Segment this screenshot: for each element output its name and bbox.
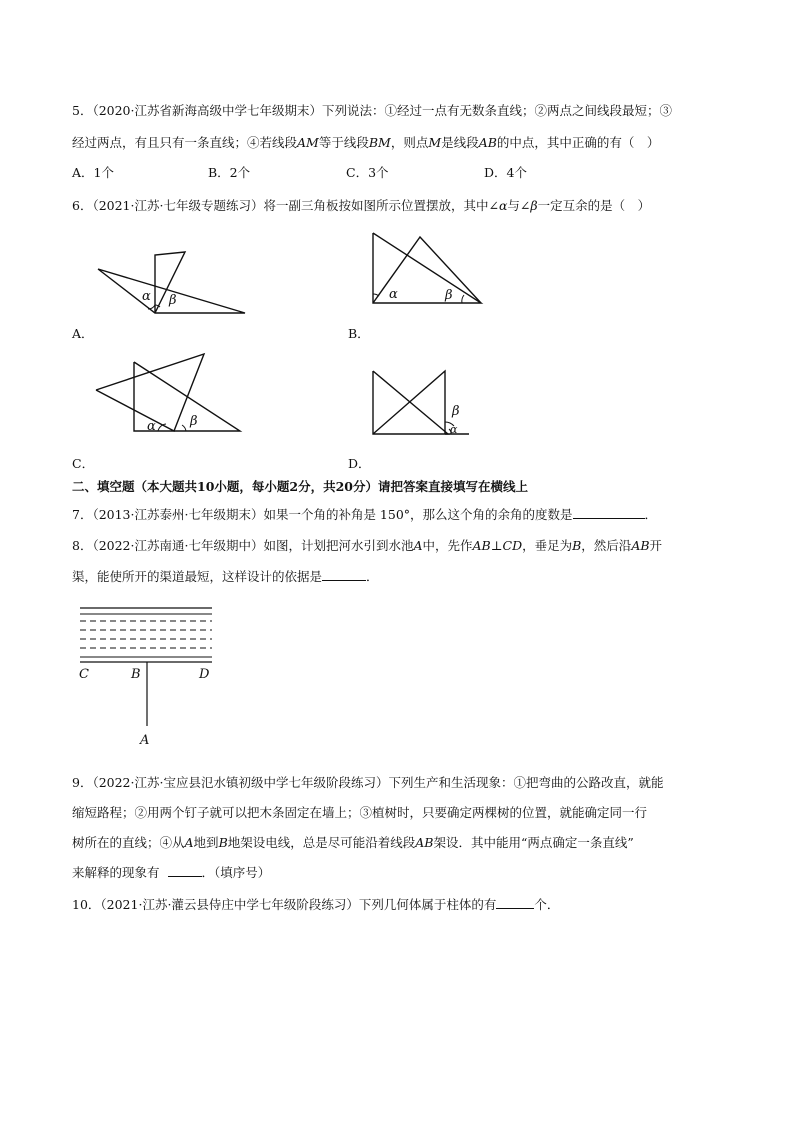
label-d: D (199, 667, 210, 682)
q8-var: CD (502, 538, 523, 553)
figure-c (94, 352, 244, 434)
figure-b-label[interactable]: B． (348, 326, 370, 341)
q6-text: 与∠ (507, 198, 531, 213)
fig-a-alpha-label: α (142, 289, 151, 304)
river-figure (76, 604, 221, 748)
q8-var: A (413, 538, 423, 553)
q5-option-b[interactable]: B．2个 (208, 165, 251, 180)
q7-end: ． (644, 507, 658, 522)
q6-line (72, 197, 650, 215)
q5-text: 的中点，其中正确的有（ ） (496, 135, 660, 150)
label-b: B (131, 667, 141, 682)
q8-text: 中，先作 (422, 538, 473, 553)
q10-line (72, 896, 559, 914)
q9-line3 (72, 834, 634, 852)
fig-b-arc-beta (462, 295, 464, 303)
fig-a-beta-label: β (169, 293, 177, 308)
figure-b (370, 230, 485, 305)
fig-c-arc-beta (182, 425, 186, 431)
q5-line2 (72, 134, 659, 152)
q6-text: 6．（2021·江苏·七年级专题练习）将一副三角板按如图所示位置摆放，其中∠ (72, 198, 499, 213)
q7-text: 7．（2013·江苏泰州·七年级期末）如果一个角的补角是 150°，那么这个角的余角的度数是 (72, 507, 573, 522)
q5-option-a[interactable]: A．1个 (72, 165, 114, 180)
q8-var: B (572, 538, 582, 553)
q10-end: 个． (534, 897, 560, 912)
q8-line2 (72, 568, 379, 586)
q8-text: 渠，能使所开的渠道最短，这样设计的依据是 (72, 569, 323, 584)
q7-answer-blank[interactable] (573, 506, 645, 519)
q9-var: AB (415, 835, 434, 850)
q8-line1 (72, 537, 662, 555)
q9-line4 (72, 864, 270, 882)
figure-a-label[interactable]: A． (72, 326, 94, 341)
q9-line2: 缩短路程；②用两个钉子就可以把木条固定在墙上；③植树时，只要确定两棵树的位置，就能确定同一行 (72, 805, 648, 820)
q8-text: ，垂足为 (522, 538, 573, 553)
q9-var: A (184, 835, 194, 850)
fig-c-arc-alpha (158, 424, 166, 431)
q9-text: 来解释的现象有 (72, 865, 160, 880)
fig-b-alpha-label: α (389, 287, 398, 302)
q6-beta: β (530, 198, 538, 213)
q5-option-c[interactable]: C．3个 (346, 165, 389, 180)
q10-answer-blank[interactable] (496, 896, 534, 909)
section-heading-fill-in: 二、填空题（本大题共10小题，每小题2分，共20分）请把答案直接填写在横线上 (72, 479, 528, 494)
label-c: C (79, 667, 89, 682)
q5-var: AM (297, 135, 319, 150)
q5-text: 等于线段 (318, 135, 369, 150)
fig-c-beta-label: β (190, 414, 198, 429)
fig-b-beta-label: β (445, 288, 453, 303)
q5-var: M (428, 135, 442, 150)
q10-text: 10．（2021·江苏·灌云县侍庄中学七年级阶段练习）下列几何体属于柱体的有 (72, 897, 497, 912)
label-a: A (140, 733, 150, 748)
q5-option-d[interactable]: D．4个 (484, 165, 527, 180)
q9-answer-blank[interactable] (168, 864, 202, 877)
figure-d-label[interactable]: D． (348, 456, 371, 471)
q9-var: B (218, 835, 228, 850)
q5-var: AB (478, 135, 497, 150)
q5-var: BM (368, 135, 391, 150)
q7-line (72, 506, 657, 524)
q5-text: 是线段 (441, 135, 479, 150)
q8-var: AB (472, 538, 491, 553)
fig-d-beta-label: β (452, 404, 460, 419)
q8-text: 8．（2022·江苏南通·七年级期中）如图，计划把河水引到水池 (72, 538, 414, 553)
q6-alpha: α (498, 198, 508, 213)
figure-a (90, 248, 250, 318)
q6-text: 一定互余的是（ ） (537, 198, 651, 213)
q9-text: 架设．其中能用“两点确定一条直线” (433, 835, 634, 850)
fig-b-arc-alpha (373, 294, 379, 296)
q8-var: AB (631, 538, 650, 553)
q9-text: 地到 (193, 835, 219, 850)
q9-text: 地架设电线，总是尽可能沿着线段 (227, 835, 416, 850)
q8-end: ． (366, 569, 379, 584)
q5-line1: 5．（2020·江苏省新海高级中学七年级期末）下列说法：①经过一点有无数条直线；②两点之间线段最短；③ (72, 103, 672, 118)
q5-text: 经过两点，有且只有一条直线；④若线段 (72, 135, 298, 150)
fig-c-alpha-label: α (147, 419, 156, 434)
q5-text: ，则点 (390, 135, 429, 150)
q9-text: ．（填序号） (201, 865, 271, 880)
q8-perp: ⊥ (490, 538, 503, 553)
q8-text: 开 (649, 538, 663, 553)
fig-d-alpha-label: α (450, 423, 458, 436)
q9-text: 树所在的直线；④从 (72, 835, 185, 850)
figure-c-label[interactable]: C． (72, 456, 95, 471)
q8-text: ，然后沿 (581, 538, 632, 553)
q8-answer-blank[interactable] (322, 568, 366, 581)
q9-line1: 9．（2022·江苏·宝应县氾水镇初级中学七年级阶段练习）下列生产和生活现象：①把弯曲的公路改直，就能 (72, 775, 664, 790)
figure-d (370, 368, 475, 436)
